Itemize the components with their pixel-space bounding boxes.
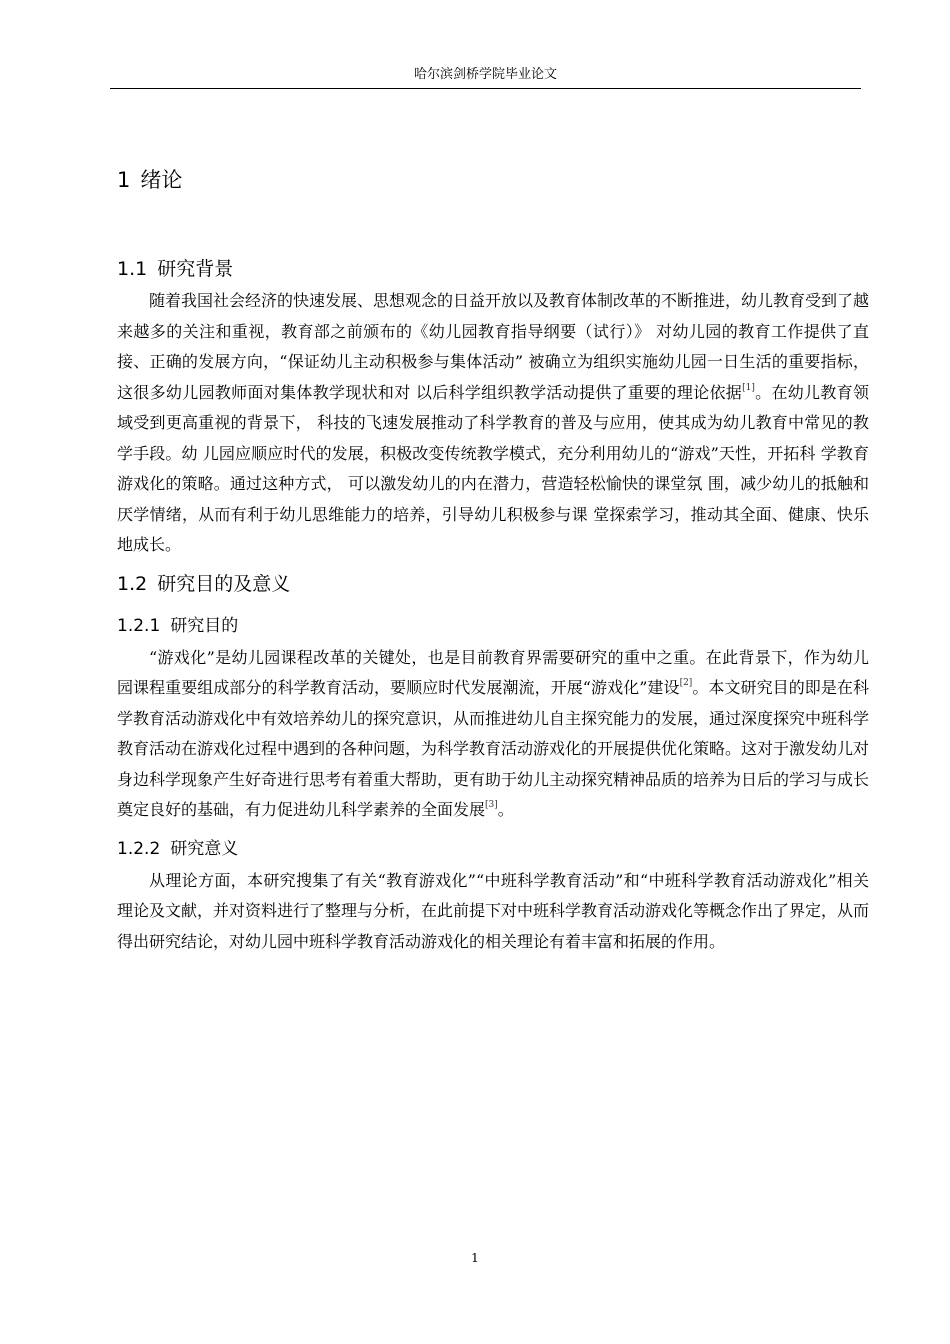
section-1-2-heading <box>117 567 869 601</box>
citation-2[interactable]: [2] <box>679 678 693 688</box>
page-header: 哈尔滨剑桥学院毕业论文 <box>110 66 861 89</box>
section-number: 1.2.1 <box>117 615 161 636</box>
paragraph-text: 。 <box>497 800 514 819</box>
section-1-2-2-heading <box>117 832 869 866</box>
section-1-2-1-paragraph <box>117 643 869 826</box>
section-number: 1.2 <box>117 572 148 595</box>
section-title: 研究目的及意义 <box>157 572 291 595</box>
citation-3[interactable]: [3] <box>485 800 498 810</box>
section-title: 研究意义 <box>170 838 239 859</box>
section-1-2-2-paragraph <box>117 866 869 958</box>
section-1-1-heading <box>117 252 869 286</box>
section-title: 研究目的 <box>170 615 239 636</box>
section-1-2-1-heading <box>117 609 869 643</box>
paragraph-text: 。在幼儿教育领域受到更高重视的背景下， 科技的飞速发展推动了科学教育的普及与应用，使其成为幼儿教育中常见的教学手段。幼 儿园应顺应时代的发展，积极改变传统教学模式，充分利用幼儿的“游戏”天性，开拓科 学教育游戏化的策略。通过这种方式， 可以激发幼儿的内在潜力，营造轻松愉快的课堂氛 围，减少幼儿的抵触和厌学情绪，从而有利于幼儿思维能力的培养，引导幼儿积极参与课 堂探索学习，推动其全面、健康、快乐地成长。 <box>117 382 869 554</box>
chapter-title-text: 绪论 <box>140 168 183 192</box>
section-number: 1.2.2 <box>117 838 161 859</box>
section-title: 研究背景 <box>157 258 234 280</box>
paragraph-text: “游戏化”是幼儿园课程改革的关键处，也是目前教育界需要研究的重中之重。在此背景下，作为幼儿园课程重要组成部分的科学教育活动，要顺应时代发展潮流，开展“游戏化”建设 <box>117 647 869 697</box>
paragraph-text: 随着我国社会经济的快速发展、思想观念的日益开放以及教育体制改革的不断推进，幼儿教育受到了越来越多的关注和重视，教育部之前颁布的《幼儿园教育指导纲要（试行）》 对幼儿园的教育工作提供了直接、正确的发展方向，“保证幼儿主动积极参与集体活动” 被确立为组织实施幼儿园一日生活的重要指标，这很多幼儿园教师面对集体教学现状和对 以后科学组织教学活动提供了重要的理论依据 <box>117 291 870 402</box>
section-number: 1.1 <box>117 258 148 280</box>
main-content <box>117 160 869 963</box>
chapter-number: 1 <box>117 168 131 192</box>
citation-1[interactable]: [1] <box>742 382 755 393</box>
paragraph-text: 。本文研究目的即是在科学教育活动游戏化中有效培养幼儿的探究意识，从而推进幼儿自主探究能力的发展，通过深度探究中班科学教育活动在游戏化过程中遇到的各种问题，为科学教育活动游戏化的开展提供优化策略。这对于激发幼儿对身边科学现象产生好奇进行思考有着重大帮助，更有助于幼儿主动探究精神品质的培养为日后的学习与成长奠定良好的基础，有力促进幼儿科学素养的全面发展 <box>117 678 870 819</box>
paragraph-text: 从理论方面，本研究搜集了有关“教育游戏化”“中班科学教育活动”和“中班科学教育活动游戏化”相关理论及文献，并对资料进行了整理与分析，在此前提下对中班科学教育活动游戏化等概念作出了界定，从而得出研究结论，对幼儿园中班科学教育活动游戏化的相关理论有着丰富和拓展的作用。 <box>117 870 870 951</box>
section-1-1-paragraph <box>117 286 869 561</box>
page-number: 1 <box>471 1251 479 1265</box>
chapter-title <box>117 160 869 200</box>
